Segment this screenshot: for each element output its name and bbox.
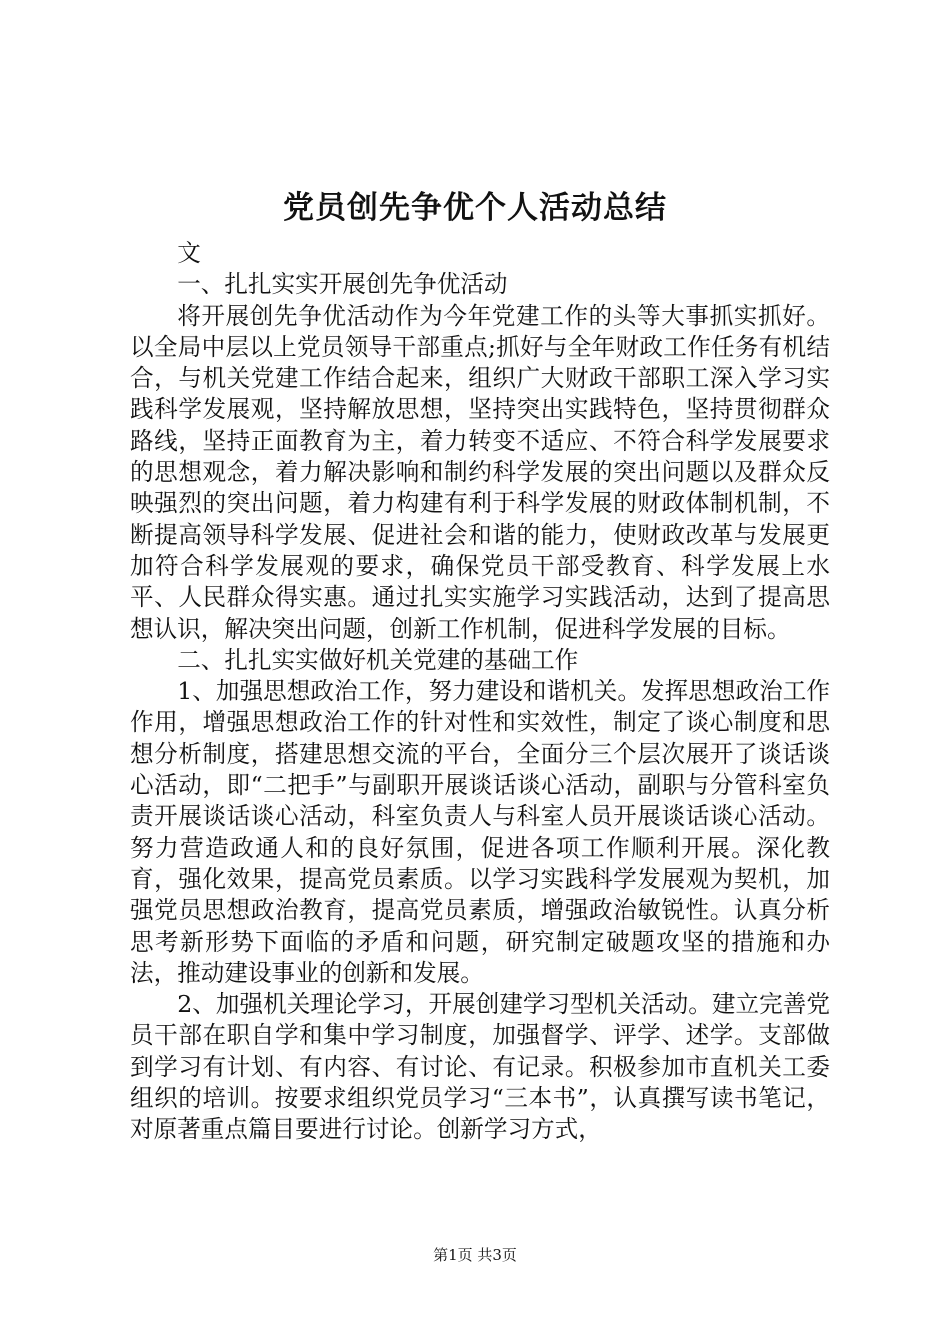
author-line: 文	[177, 239, 201, 267]
section-heading-2: 二、扎扎实实做好机关党建的基础工作	[177, 645, 579, 674]
document-title: 党员创先争优个人活动总结	[283, 190, 667, 226]
page-number-footer: 第1页 共3页	[433, 1246, 517, 1264]
paragraph-3: 2、加强机关理论学习，开展创建学习型机关活动。建立完善党员干部在职自学和集中学习制度，加强督学、评学、述学。支部做到学习有计划、有内容、有讨论、有记录。积极参加市直机关工委组织的培训。按要求组织党员学习“三本书”，认真撰写读书笔记，对原著重点篇目要进行讨论。创新学习方式，	[130, 990, 830, 1144]
paragraph-1: 将开展创先争优活动作为今年党建工作的头等大事抓实抓好。以全局中层以上党员领导干部重点;抓好与全年财政工作任务有机结合，与机关党建工作结合起来，组织广大财政干部职工深入学习实践科学发展观，坚持解放思想，坚持突出实践特色，坚持贯彻群众路线，坚持正面教育为主，着力转变不适应、不符合科学发展要求的思想观念，着力解决影响和制约科学发展的突出问题以及群众反映强烈的突出问题，着力构建有利于科学发展的财政体制机制，不断提高领导科学发展、促进社会和谐的能力，使财政改革与发展更加符合科学发展观的要求，确保党员干部受教育、科学发展上水平、人民群众得实惠。通过扎实实施学习实践活动，达到了提高思想认识，解决突出问题，创新工作机制，促进科学发展的目标。	[130, 301, 830, 643]
paragraph-2: 1、加强思想政治工作，努力建设和谐机关。发挥思想政治工作作用，增强思想政治工作的针对性和实效性，制定了谈心制度和思想分析制度，搭建思想交流的平台，全面分三个层次展开了谈话谈心活动，即“二把手”与副职开展谈话谈心活动，副职与分管科室负责开展谈话谈心活动，科室负责人与科室人员开展谈话谈心活动。努力营造政通人和的良好氛围，促进各项工作顺利开展。深化教育，强化效果，提高党员素质。以学习实践科学发展观为契机，加强党员思想政治教育，提高党员素质，增强政治敏锐性。认真分析思考新形势下面临的矛盾和问题，研究制定破题攻坚的措施和办法，推动建设事业的创新和发展。	[130, 677, 830, 987]
document-body	[130, 238, 830, 1146]
section-heading-1: 一、扎扎实实开展创先争优活动	[177, 270, 508, 299]
